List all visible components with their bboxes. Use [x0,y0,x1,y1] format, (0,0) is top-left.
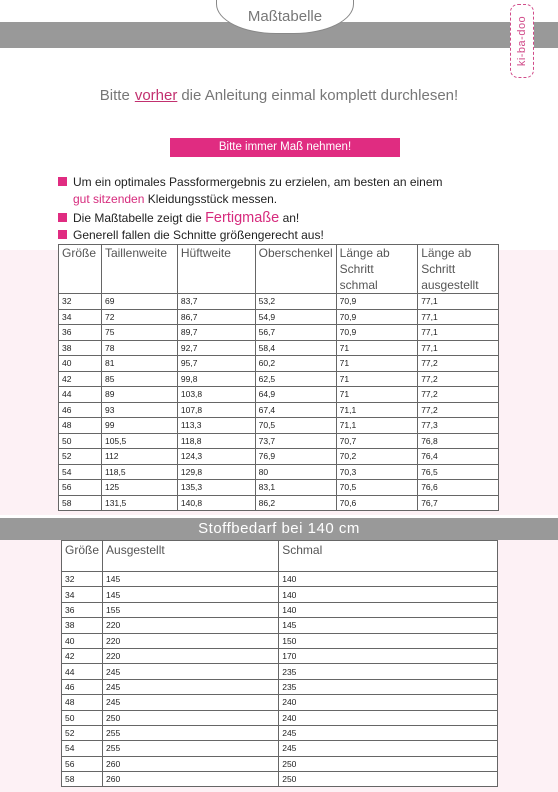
table-cell: 245 [103,695,279,710]
table-cell: 70,9 [336,294,418,310]
table-cell: 155 [103,602,279,617]
measure-banner: Bitte immer Maß nehmen! [170,138,400,157]
table-cell: 255 [103,741,279,756]
table-cell: 112 [101,449,177,465]
table-cell: 71 [336,340,418,356]
table-cell: 80 [255,464,336,480]
table-cell: 140 [279,602,498,617]
fabric-title: Stoffbedarf bei 140 cm [198,520,360,537]
table-cell: 53,2 [255,294,336,310]
table-cell: 44 [59,387,102,403]
table-row [59,464,499,480]
table-cell: 54 [59,464,102,480]
table-cell: 77,3 [418,418,499,434]
table-row [62,756,498,771]
table-row [59,356,499,372]
table-cell: 220 [103,618,279,633]
table-cell: 70,9 [336,309,418,325]
column-header: Schmal [279,541,498,572]
table-cell: 250 [279,756,498,771]
table-cell: 86,7 [177,309,255,325]
table-cell: 70,3 [336,464,418,480]
table-row [59,340,499,356]
table-cell: 67,4 [255,402,336,418]
table-row [59,449,499,465]
intro-text [0,87,558,104]
table-cell: 42 [62,648,103,663]
table-cell: 46 [59,402,102,418]
intro-before: Bitte [99,87,130,104]
table-cell: 34 [59,309,102,325]
table-row [62,618,498,633]
table-cell: 60,2 [255,356,336,372]
table-cell: 78 [101,340,177,356]
table-row [59,387,499,403]
table-cell: 76,5 [418,464,499,480]
table-cell: 95,7 [177,356,255,372]
table-cell: 81 [101,356,177,372]
table-cell: 124,3 [177,449,255,465]
table-row [62,648,498,663]
size-table [58,244,499,511]
table-cell: 52 [62,725,103,740]
table-cell: 220 [103,648,279,663]
table-cell: 135,3 [177,480,255,496]
table-cell: 99 [101,418,177,434]
table-cell: 77,2 [418,402,499,418]
table-cell: 44 [62,664,103,679]
table-cell: 260 [103,772,279,787]
table-cell: 150 [279,633,498,648]
table-row [59,495,499,511]
table-cell: 70,6 [336,495,418,511]
table-cell: 36 [59,325,102,341]
table-cell: 140 [279,572,498,587]
table-cell: 76,4 [418,449,499,465]
table-cell: 52 [59,449,102,465]
table-cell: 89 [101,387,177,403]
table-cell: 245 [103,664,279,679]
table-cell: 93 [101,402,177,418]
table-cell: 75 [101,325,177,341]
table-cell: 71,1 [336,418,418,434]
note1-after: Kleidungsstück messen. [147,192,278,206]
column-header: Ausgestellt [103,541,279,572]
table-cell: 220 [103,633,279,648]
size-table-header [59,245,499,294]
table-cell: 34 [62,587,103,602]
table-cell: 92,7 [177,340,255,356]
table-cell: 46 [62,679,103,694]
table-cell: 105,5 [101,433,177,449]
table-cell: 64,9 [255,387,336,403]
note-fertigmasse [58,210,299,226]
table-cell: 40 [62,633,103,648]
table-cell: 50 [59,433,102,449]
table-cell: 245 [279,741,498,756]
table-row [62,664,498,679]
brand-text: ki-ba-doo [516,15,529,67]
table-cell: 77,1 [418,340,499,356]
table-cell: 77,2 [418,387,499,403]
table-cell: 245 [279,725,498,740]
table-cell: 125 [101,480,177,496]
column-header: Größe [59,245,102,294]
table-cell: 129,8 [177,464,255,480]
table-cell: 71 [336,356,418,372]
column-header: Hüftweite [177,245,255,294]
bullet-square [58,177,67,186]
note1-text: Um ein optimales Passformergebnis zu erzielen, am besten an einem [73,175,443,189]
table-row [59,309,499,325]
table-cell: 77,2 [418,371,499,387]
table-cell: 70,2 [336,449,418,465]
table-cell: 85 [101,371,177,387]
table-row [62,679,498,694]
table-cell: 62,5 [255,371,336,387]
note-passform [58,175,443,189]
table-cell: 58 [62,772,103,787]
table-cell: 245 [103,679,279,694]
table-cell: 58 [59,495,102,511]
table-row [59,371,499,387]
table-cell: 145 [103,587,279,602]
table-row [59,480,499,496]
intro-after: die Anleitung einmal komplett durchlesen! [181,87,459,104]
table-row [62,572,498,587]
table-cell: 77,1 [418,309,499,325]
table-cell: 118,5 [101,464,177,480]
table-cell: 38 [59,340,102,356]
table-cell: 140,8 [177,495,255,511]
column-header: Größe [62,541,103,572]
table-row [62,602,498,617]
table-cell: 76,7 [418,495,499,511]
table-cell: 83,7 [177,294,255,310]
table-cell: 42 [59,371,102,387]
table-row [62,710,498,725]
table-cell: 131,5 [101,495,177,511]
note3-text: Generell fallen die Schnitte größengerecht aus! [73,228,324,242]
table-row [62,772,498,787]
table-cell: 71,1 [336,402,418,418]
note-groessengerecht [58,228,324,242]
table-cell: 118,8 [177,433,255,449]
table-cell: 50 [62,710,103,725]
table-cell: 235 [279,679,498,694]
table-cell: 32 [59,294,102,310]
table-cell: 250 [103,710,279,725]
table-cell: 145 [279,618,498,633]
table-cell: 40 [59,356,102,372]
table-cell: 70,5 [336,480,418,496]
table-cell: 86,2 [255,495,336,511]
table-cell: 107,8 [177,402,255,418]
column-header: Länge ab Schritt schmal [336,245,418,294]
table-cell: 77,1 [418,325,499,341]
note2-text: Die Maßtabelle zeigt die [73,211,202,225]
bullet-square [58,213,67,222]
table-row [62,633,498,648]
table-cell: 170 [279,648,498,663]
table-cell: 36 [62,602,103,617]
table-cell: 54,9 [255,309,336,325]
table-row [59,294,499,310]
table-cell: 76,8 [418,433,499,449]
table-cell: 56 [62,756,103,771]
table-cell: 71 [336,387,418,403]
intro-emphasis: vorher [134,87,178,104]
table-cell: 77,1 [418,294,499,310]
table-cell: 56 [59,480,102,496]
table-cell: 38 [62,618,103,633]
table-cell: 240 [279,695,498,710]
note-passform-continued [73,192,277,206]
table-cell: 54 [62,741,103,756]
column-header: Länge ab Schritt ausgestellt [418,245,499,294]
table-cell: 76,6 [418,480,499,496]
table-row [62,725,498,740]
table-cell: 69 [101,294,177,310]
table-cell: 77,2 [418,356,499,372]
brand-logo [510,4,534,78]
table-row [62,695,498,710]
bullet-square [58,230,67,239]
table-cell: 73,7 [255,433,336,449]
table-cell: 89,7 [177,325,255,341]
table-row [59,433,499,449]
table-cell: 83,1 [255,480,336,496]
note1-pink: gut sitzenden [73,192,145,206]
fabric-table [61,540,498,787]
table-cell: 250 [279,772,498,787]
table-cell: 48 [62,695,103,710]
table-cell: 235 [279,664,498,679]
fabric-table-header [62,541,498,572]
table-cell: 70,7 [336,433,418,449]
column-header: Oberschenkel [255,245,336,294]
table-row [62,587,498,602]
table-cell: 140 [279,587,498,602]
table-row [62,741,498,756]
column-header: Taillenweite [101,245,177,294]
table-cell: 260 [103,756,279,771]
table-row [59,402,499,418]
table-cell: 48 [59,418,102,434]
page-title: Maßtabelle [247,8,323,25]
table-cell: 145 [103,572,279,587]
table-cell: 255 [103,725,279,740]
table-cell: 58,4 [255,340,336,356]
table-cell: 56,7 [255,325,336,341]
table-cell: 71 [336,371,418,387]
table-cell: 70,9 [336,325,418,341]
table-cell: 70,5 [255,418,336,434]
table-cell: 99,8 [177,371,255,387]
table-cell: 113,3 [177,418,255,434]
note2-pink: Fertigmaße [205,210,280,226]
table-cell: 240 [279,710,498,725]
note2-after: an! [282,211,300,225]
table-row [59,418,499,434]
table-cell: 76,9 [255,449,336,465]
table-row [59,325,499,341]
table-cell: 32 [62,572,103,587]
table-cell: 103,8 [177,387,255,403]
table-cell: 72 [101,309,177,325]
